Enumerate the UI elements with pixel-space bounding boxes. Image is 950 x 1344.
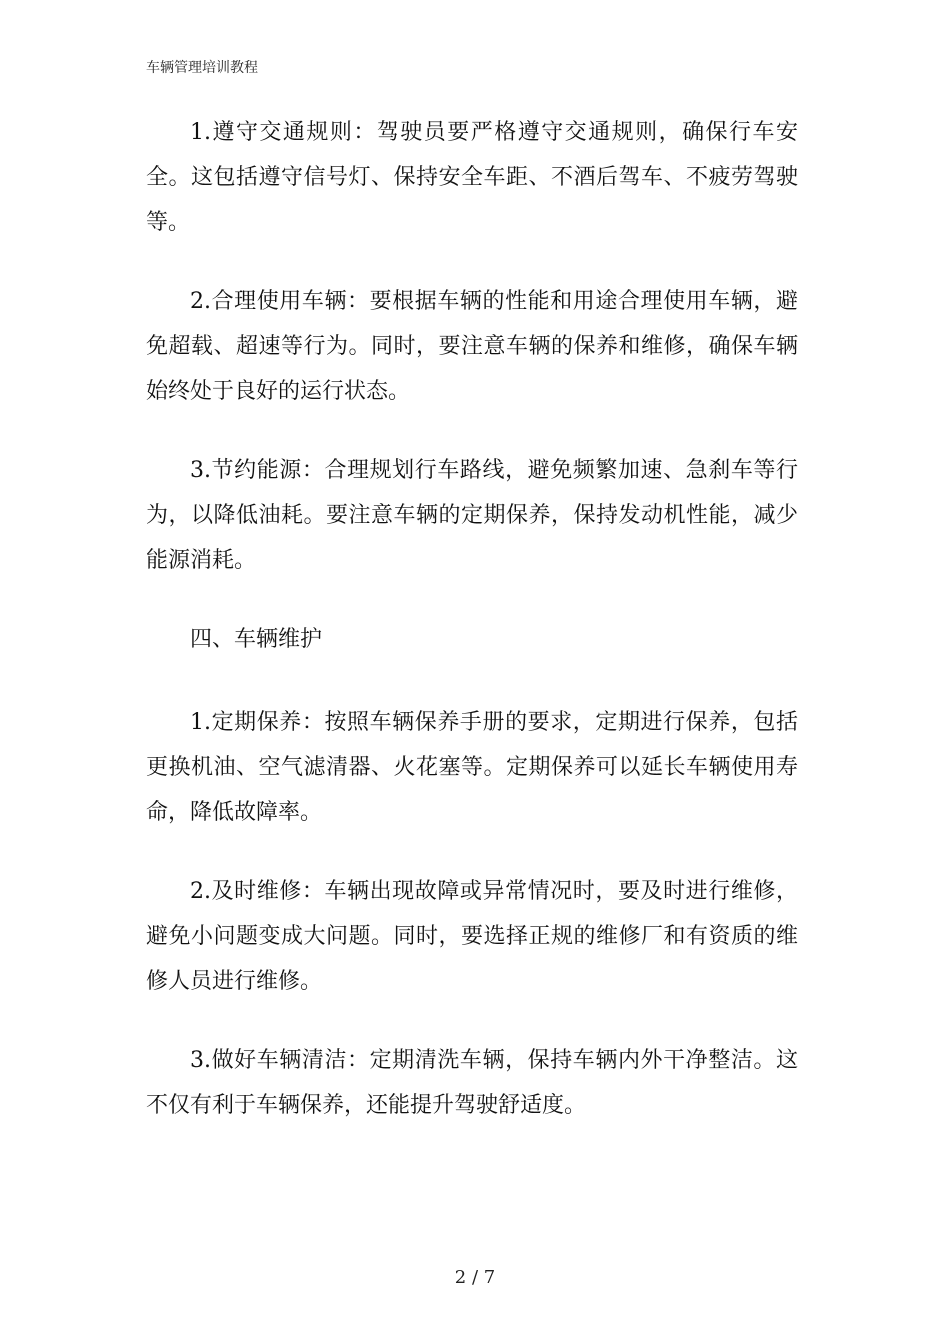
paragraph-traffic-rules: 1.遵守交通规则：驾驶员要严格遵守交通规则，确保行车安全。这包括遵守信号灯、保持安全车距、不酒后驾车、不疲劳驾驶等。 bbox=[146, 120, 798, 235]
paragraph-cleaning: 3.做好车辆清洁：定期清洗车辆，保持车辆内外干净整洁。这不仅有利于车辆保养，还能提升驾驶舒适度。 bbox=[146, 1048, 798, 1118]
section-heading-vehicle-maintenance: 四、车辆维护 bbox=[190, 627, 323, 652]
page-number: 2 / 7 bbox=[454, 1267, 496, 1288]
paragraph-timely-repair: 2.及时维修：车辆出现故障或异常情况时，要及时进行维修，避免小问题变成大问题。同时，要选择正规的维修厂和有资质的维修人员进行维修。 bbox=[146, 879, 798, 994]
paragraph-regular-service: 1.定期保养：按照车辆保养手册的要求，定期进行保养，包括更换机油、空气滤清器、火花塞等。定期保养可以延长车辆使用寿命，降低故障率。 bbox=[146, 710, 798, 825]
paragraph-save-energy: 3.节约能源：合理规划行车路线，避免频繁加速、急刹车等行为，以降低油耗。要注意车辆的定期保养，保持发动机性能，减少能源消耗。 bbox=[146, 458, 798, 573]
document-body bbox=[146, 110, 798, 1162]
running-header-title: 车辆管理培训教程 bbox=[146, 60, 258, 76]
paragraph-proper-use: 2.合理使用车辆：要根据车辆的性能和用途合理使用车辆，避免超载、超速等行为。同时，要注意车辆的保养和维修，确保车辆始终处于良好的运行状态。 bbox=[146, 289, 798, 404]
